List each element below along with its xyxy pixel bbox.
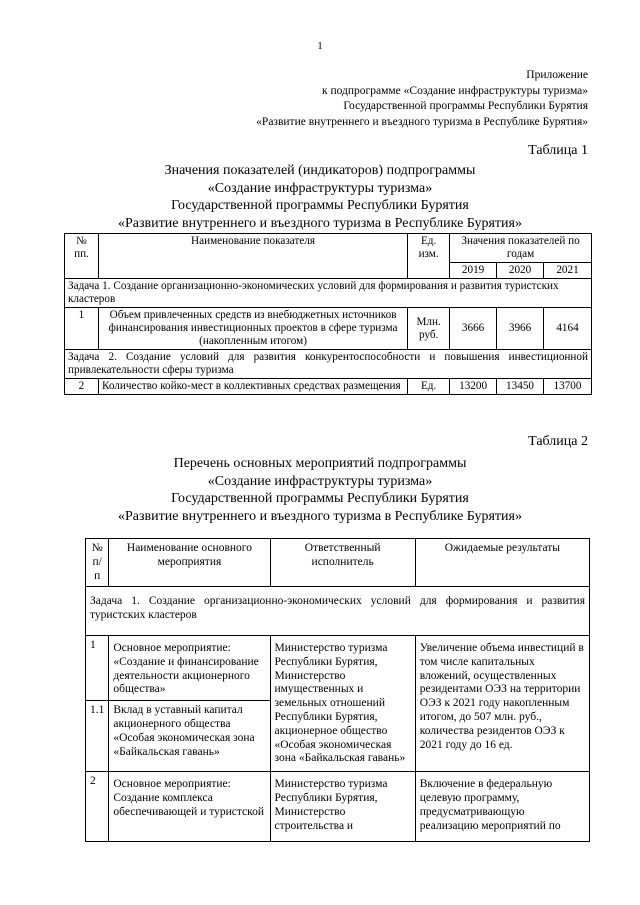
table2-title-line: «Создание инфраструктуры туризма»: [207, 473, 433, 489]
row-num: 1: [65, 308, 99, 350]
page-number: 1: [317, 40, 323, 52]
measure-results-text: Включение в федеральную целевую программу, предусматривающую реализацию мероприятий по: [419, 778, 561, 832]
table1-title: [0, 162, 640, 232]
appendix-line: Приложение: [526, 69, 588, 81]
table1-title-line: «Создание инфраструктуры туризма»: [207, 180, 433, 196]
value-2019: 3666: [450, 308, 497, 350]
table2-title-line: Перечень основных мероприятий подпрограммы: [173, 456, 467, 471]
measure-results: Увеличение объема инвестиций в том числе капитальных вложений, осуществленных резидентами ОЭЗ на территории ОЭЗ к 2021 году накопленным итогом, до 507 млн. руб., количества резидентов ОЭЗ к 2021 году до 16 ед.: [415, 635, 589, 771]
indicator-unit: Млн. руб.: [408, 308, 450, 350]
table1-title-line: Государственной программы Республики Бурятия: [171, 198, 469, 213]
table1-title-line: «Развитие внутреннего и въездного туризма в Республике Бурятия»: [118, 215, 522, 231]
header-unit: Ед. изм.: [408, 234, 450, 279]
row-num: 1: [86, 635, 109, 700]
header-values: Значения показателей по годам: [450, 234, 592, 263]
table2-label: Таблица 2: [528, 434, 588, 449]
header-name: Наименование основного мероприятия: [109, 539, 270, 587]
appendix-header: [256, 68, 588, 130]
measures-table: [85, 538, 590, 842]
row-num: 2: [86, 772, 109, 842]
measure-name: [109, 772, 270, 842]
task-1-row: Задача 1. Создание организационно-экономических условий для формирования и развития туристских кластеров: [65, 279, 592, 308]
header-year: 2020: [497, 263, 544, 279]
measure-executor: Министерство туризма Республики Бурятия, Министерство имущественных и земельных отношений Республики Бурятия, акционерное общество «Особая экономическая зона «Байкальская гавань»: [270, 635, 415, 771]
measure-executor-text: Министерство туризма Республики Бурятия, Министерство строительства и: [274, 778, 388, 832]
header-name: Наименование показателя: [98, 234, 407, 279]
indicator-name: Объем привлеченных средств из внебюджетных источников финансирования инвестиционных проектов в сфере туризма (накопленным итогом): [98, 308, 407, 350]
task-2-row: Задача 2. Создание условий для развития конкурентоспособности и повышения инвестиционной привлекательности сферы туризма: [65, 350, 592, 379]
appendix-line: к подпрограмме «Создание инфраструктуры туризма»: [322, 84, 588, 97]
indicators-table: [64, 233, 592, 395]
header-num: № п/п: [86, 539, 109, 587]
table2-title: [0, 455, 640, 525]
value-2021: 4164: [544, 308, 592, 350]
header-num: № пп.: [65, 234, 99, 279]
measure-executor: [270, 772, 415, 842]
value-2019: 13200: [450, 379, 497, 395]
header-year: 2019: [450, 263, 497, 279]
measure-results: [415, 772, 589, 842]
indicator-unit: Ед.: [408, 379, 450, 395]
task-1-row: Задача 1. Создание организационно-экономических условий для формирования и развития туристских кластеров: [86, 587, 590, 636]
indicator-name: Количество койко-мест в коллективных средствах размещения: [98, 379, 407, 395]
table1-title-line: Значения показателей (индикаторов) подпрограммы: [164, 163, 476, 178]
header-year: 2021: [544, 263, 592, 279]
appendix-line: Государственной программы Республики Бурятия: [343, 100, 588, 112]
table2-title-line: «Развитие внутреннего и въездного туризма в Республике Бурятия»: [118, 508, 522, 524]
appendix-line: «Развитие внутреннего и въездного туризма в Республике Бурятия»: [256, 115, 588, 128]
row-num: 2: [65, 379, 99, 395]
table2-title-line: Государственной программы Республики Бурятия: [171, 491, 469, 506]
header-results: Ожидаемые результаты: [415, 539, 589, 587]
table1-label: Таблица 1: [528, 143, 588, 158]
header-executor: Ответственный исполнитель: [270, 539, 415, 587]
value-2020: 3966: [497, 308, 544, 350]
row-num: 1.1: [86, 701, 109, 772]
measure-name: Основное мероприятие: «Создание и финансирование деятельности акционерного общества»: [109, 635, 270, 700]
value-2020: 13450: [497, 379, 544, 395]
measure-name-text: Основное мероприятие: Создание комплекса обеспечивающей и туристской: [113, 778, 265, 818]
value-2021: 13700: [544, 379, 592, 395]
measure-name: Вклад в уставный капитал акционерного общества «Особая экономическая зона «Байкальская гавань»: [109, 701, 270, 772]
